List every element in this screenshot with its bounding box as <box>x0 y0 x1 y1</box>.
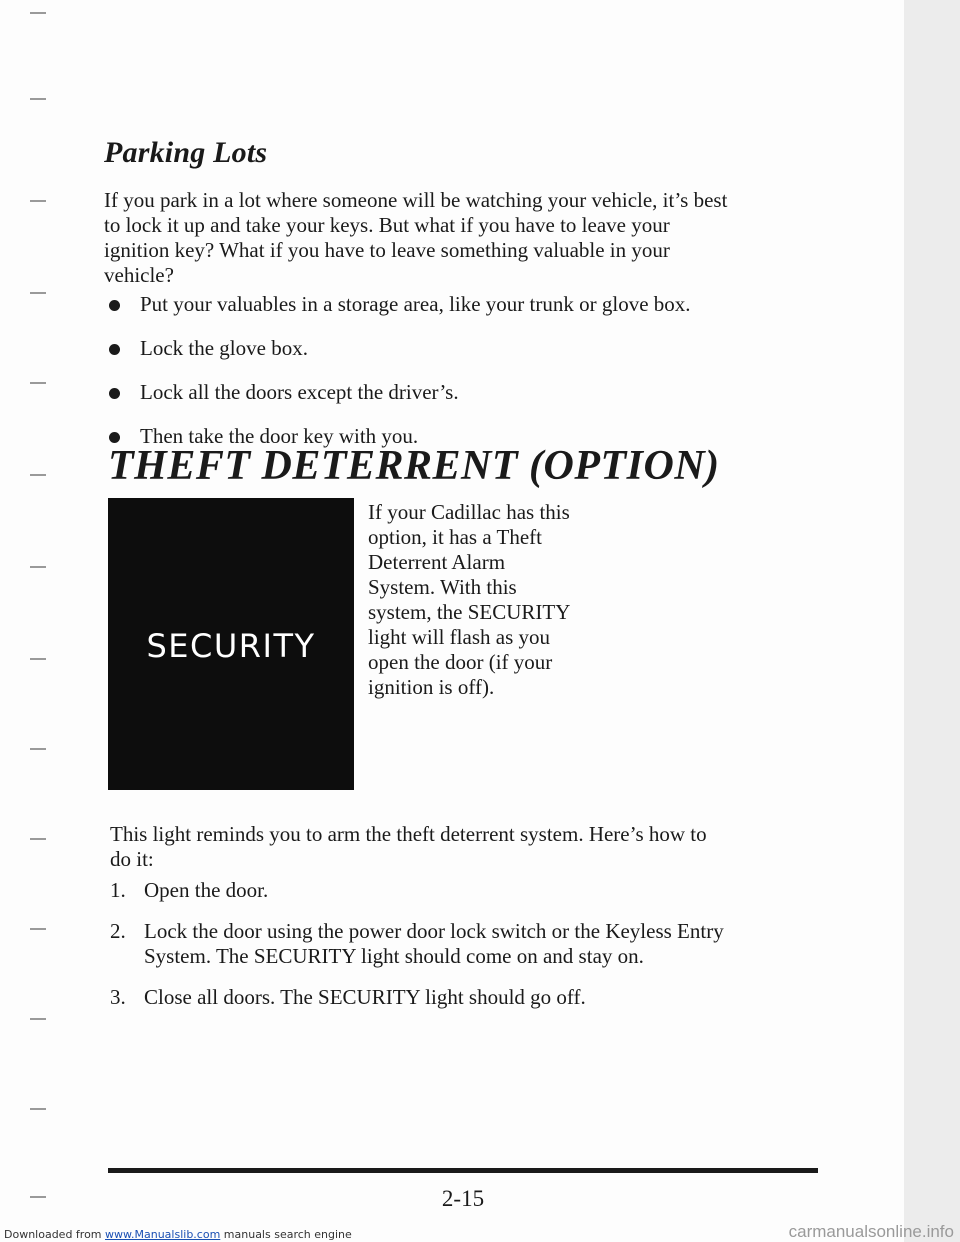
list-item: Lock the glove box. <box>104 336 824 380</box>
margin-tick <box>30 1108 46 1110</box>
intro-line: vehicle? <box>104 263 174 287</box>
intro-paragraph <box>104 188 824 288</box>
step-item <box>110 878 830 903</box>
download-prefix: Downloaded from <box>4 1228 106 1241</box>
list-item: Put your valuables in a storage area, like your trunk or glove box. <box>104 292 824 336</box>
section-subheading: Parking Lots <box>104 136 268 169</box>
security-indicator-panel <box>108 498 354 790</box>
step-number: 3. <box>110 985 126 1009</box>
site-watermark: carmanualsonline.info <box>788 1222 954 1241</box>
reminder-line: This light reminds you to arm the theft deterrent system. Here’s how to <box>110 822 707 846</box>
section-heading: THEFT DETERRENT (OPTION) <box>108 443 720 489</box>
side-line: open the door (if your <box>368 650 553 674</box>
intro-line: to lock it up and take your keys. But what if you have to leave your <box>104 213 670 237</box>
reminder-line: do it: <box>110 847 154 871</box>
list-item: Lock all the doors except the driver’s. <box>104 380 824 424</box>
step-number: 1. <box>110 878 126 902</box>
margin-tick <box>30 1196 46 1198</box>
intro-line: ignition key? What if you have to leave something valuable in your <box>104 238 670 262</box>
theft-side-paragraph <box>368 500 668 700</box>
margin-tick <box>30 12 46 14</box>
arming-steps-list <box>110 878 830 1026</box>
manualslib-link[interactable]: www.Manualslib.com <box>105 1228 221 1241</box>
side-line: If your Cadillac has this <box>368 500 570 524</box>
margin-tick <box>30 474 46 476</box>
side-line: ignition is off). <box>368 675 495 699</box>
page-margin-strip <box>904 0 960 1242</box>
margin-tick <box>30 1018 46 1020</box>
step-item <box>110 919 830 969</box>
side-line: Deterrent Alarm <box>368 550 506 574</box>
margin-tick <box>30 658 46 660</box>
step-line: System. The SECURITY light should come on and stay on. <box>144 944 644 968</box>
margin-tick <box>30 838 46 840</box>
margin-tick <box>30 98 46 100</box>
download-suffix: manuals search engine <box>220 1228 352 1241</box>
margin-tick <box>30 200 46 202</box>
list-item: Then take the door key with you. <box>104 424 824 468</box>
download-notice <box>4 1228 352 1241</box>
margin-tick <box>30 292 46 294</box>
step-line: Open the door. <box>144 878 269 902</box>
step-item <box>110 985 830 1010</box>
margin-tick <box>30 748 46 750</box>
margin-tick <box>30 382 46 384</box>
security-indicator-label: SECURITY <box>146 627 316 665</box>
step-number: 2. <box>110 919 126 943</box>
side-line: system, the SECURITY <box>368 600 571 624</box>
footer-rule <box>108 1168 818 1173</box>
page-number: 2-15 <box>441 1186 485 1211</box>
margin-tick <box>30 928 46 930</box>
step-line: Lock the door using the power door lock switch or the Keyless Entry <box>144 919 724 943</box>
intro-line: If you park in a lot where someone will be watching your vehicle, it’s best <box>104 188 728 212</box>
margin-tick <box>30 566 46 568</box>
side-line: light will flash as you <box>368 625 550 649</box>
side-line: option, it has a Theft <box>368 525 542 549</box>
side-line: System. With this <box>368 575 517 599</box>
reminder-paragraph <box>110 822 830 872</box>
step-line: Close all doors. The SECURITY light should go off. <box>144 985 586 1009</box>
